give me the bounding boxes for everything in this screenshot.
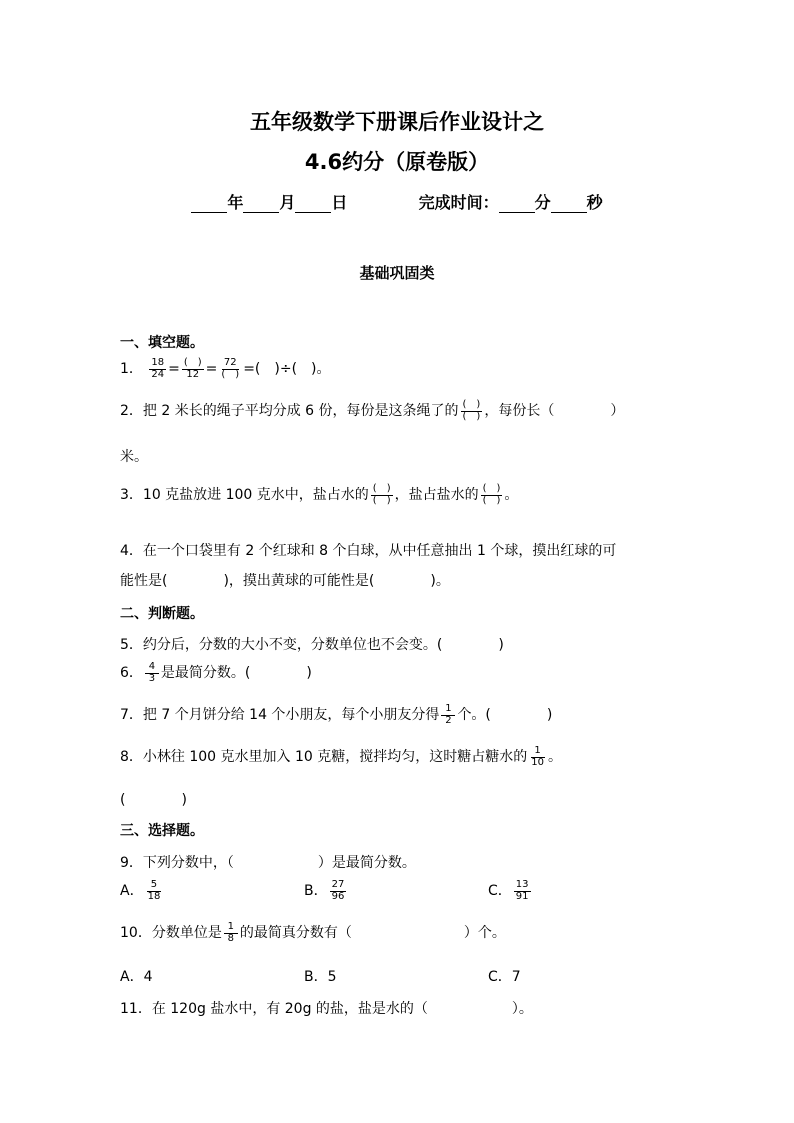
q3-fraction-1: $\frac{( )}{( )}$ <box>372 483 391 506</box>
second-blank <box>551 198 587 213</box>
q8-fraction: $\frac{1}{10}$ <box>531 745 544 768</box>
question-11: 11．在 120g 盐水中，有 20g 的盐，盐是水的（ ）。 <box>120 1001 533 1017</box>
q6-fraction: $\frac{4}{3}$ <box>145 662 159 684</box>
q10-option-a: A．4 <box>120 969 153 985</box>
question-4-line1: 4．在一个口袋里有 2 个红球和 8 个白球，从中任意抽出 1 个球，摸出红球的可 <box>120 543 617 559</box>
second-label: 秒 <box>586 193 603 212</box>
month-blank <box>243 198 279 213</box>
time-label: 完成时间： <box>418 193 499 212</box>
question-1: 1． $\frac{18}{24}$ = $\frac{( )}{12}$ = $\frac{72}{( )}$ =( )÷( )。 <box>120 357 331 380</box>
part1-heading: 一、填空题。 <box>120 335 204 351</box>
q9-option-a: A． $\frac{5}{18}$ <box>120 879 161 902</box>
month-label: 月 <box>279 193 296 212</box>
page-title-line2: 4.6约分（原卷版） <box>304 150 490 174</box>
q10-option-b: B．5 <box>304 969 337 985</box>
q1-fraction-2: $\frac{( )}{12}$ <box>183 357 202 380</box>
question-8: 8．小林往 100 克水里加入 10 克糖，搅拌均匀，这时糖占糖水的 $\frac{1}{10}$ 。 <box>120 745 562 768</box>
q1-number: 1． <box>120 361 143 377</box>
q1-tail: =( )÷( )。 <box>243 361 331 377</box>
year-label: 年 <box>227 193 244 212</box>
day-label: 日 <box>331 193 348 212</box>
q10-fraction: $\frac{1}{8}$ <box>224 922 238 944</box>
q9-option-b: B． $\frac{27}{96}$ <box>304 879 345 902</box>
question-3: 3．10 克盐放进 100 克水中，盐占水的 $\frac{( )}{( )}$ ，盐占盐水的 $\frac{( )}{( )}$ 。 <box>120 483 519 506</box>
part2-heading: 二、判断题。 <box>120 606 204 622</box>
q9-option-c: C． $\frac{13}{91}$ <box>488 879 529 902</box>
question-2: 2．把 2 米长的绳子平均分成 6 份，每份是这条绳了的 $\frac{( )}{( )}$ ，每份长（ ） <box>120 399 625 422</box>
question-9: 9．下列分数中，（ ）是最简分数。 <box>120 855 416 871</box>
question-8-answer: ( ) <box>120 792 187 808</box>
question-7: 7．把 7 个月饼分给 14 个小朋友，每个小朋友分得 $\frac{1}{2}$ 个。( ) <box>120 703 553 726</box>
q2-fraction: $\frac{( )}{( )}$ <box>462 399 481 422</box>
date-time-line <box>0 190 794 213</box>
question-2-continued: 米。 <box>120 449 148 465</box>
q1-fraction-1: $\frac{18}{24}$ <box>151 357 165 380</box>
year-blank <box>191 198 227 213</box>
section-title: 基础巩固类 <box>359 264 435 282</box>
minute-label: 分 <box>534 193 551 212</box>
q7-fraction: $\frac{1}{2}$ <box>441 704 455 726</box>
q3-fraction-2: $\frac{( )}{( )}$ <box>482 483 501 506</box>
q10-option-c: C．7 <box>488 969 521 985</box>
question-6: 6． $\frac{4}{3}$ 是最简分数。( ) <box>120 661 312 684</box>
question-4-line2: 能性是( )，摸出黄球的可能性是( )。 <box>120 573 450 589</box>
part3-heading: 三、选择题。 <box>120 823 204 839</box>
q1-fraction-3: $\frac{72}{( )}$ <box>221 357 240 380</box>
page-title-line1: 五年级数学下册课后作业设计之 <box>250 110 544 134</box>
question-10: 10．分数单位是 $\frac{1}{8}$ 的最简真分数有（ ）个。 <box>120 921 506 944</box>
minute-blank <box>499 198 535 213</box>
question-5: 5．约分后，分数的大小不变，分数单位也不会变。( ) <box>120 637 504 653</box>
day-blank <box>295 198 331 213</box>
